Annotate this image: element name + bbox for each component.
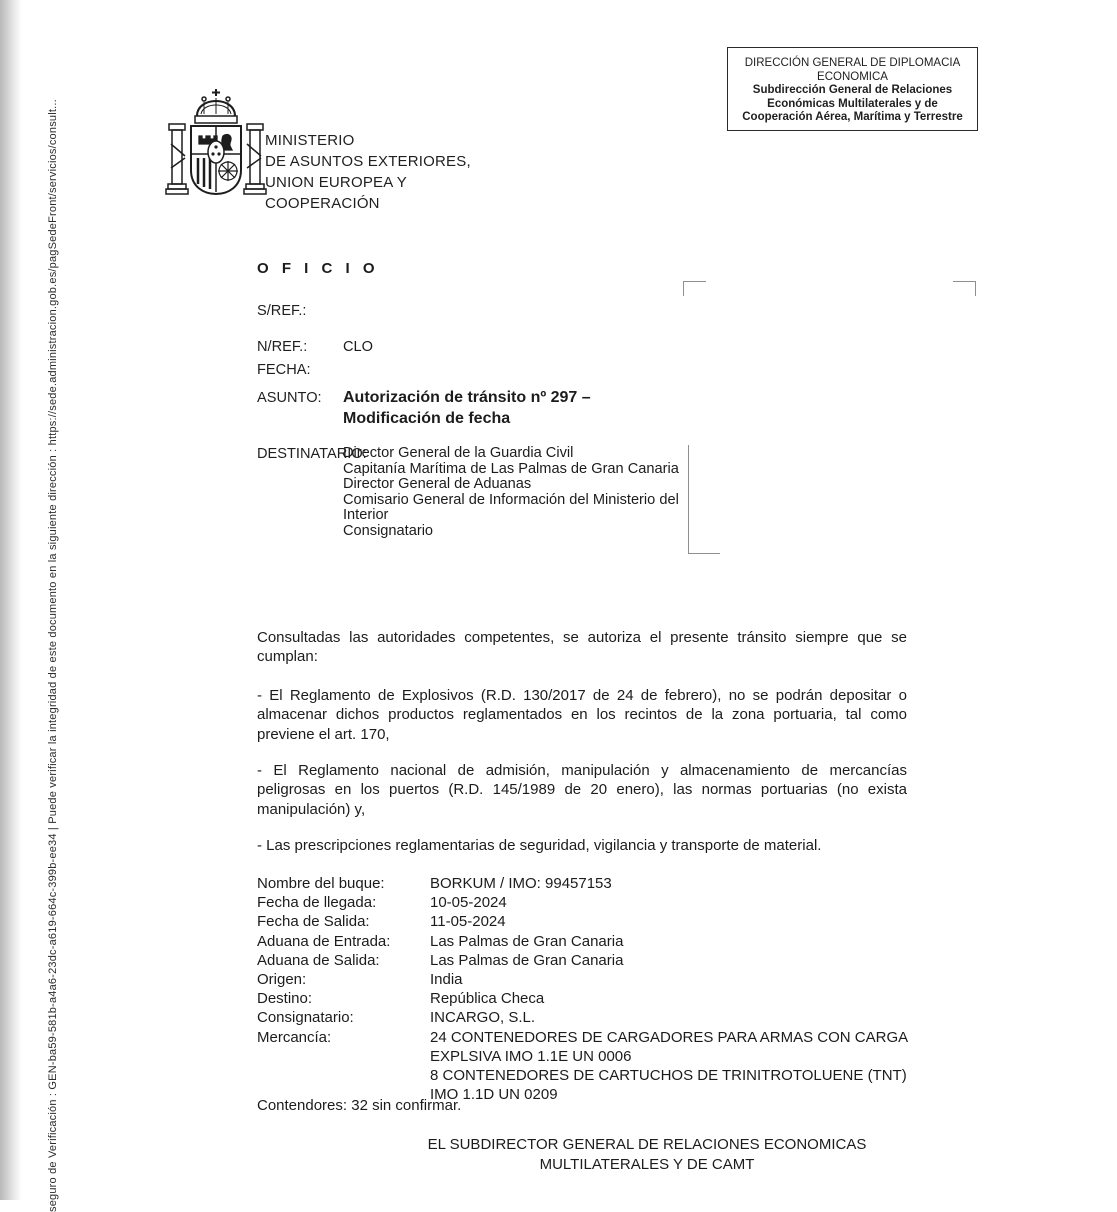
detail-label: Consignatario:: [257, 1009, 354, 1027]
page-edge-shadow: [0, 0, 22, 1200]
signature-line: MULTILATERALES Y DE CAMT: [539, 1155, 755, 1173]
asunto-line: Modificación de fecha: [343, 409, 511, 427]
verification-code-sidebar-text: seguro de Verificación : GEN-ba59-581b-a4a6-23dc-a619-664c-399b-ee34 | Puede verificar la integridad de este documento en la siguiente dirección : https://sede.administracion.gob.es/pagSedeFront/servicios/consult...: [47, 99, 59, 1212]
shipment-details: [257, 874, 947, 1104]
detail-row: [257, 932, 947, 951]
mercancia-line: IMO 1.1D UN 0209: [430, 1086, 558, 1104]
detail-value: Las Palmas de Gran Canaria: [430, 932, 624, 950]
ministry-line: UNION EUROPEA Y: [265, 174, 407, 191]
detail-label: Destino:: [257, 990, 313, 1008]
spain-coat-of-arms-icon: [163, 84, 269, 206]
ministry-line: COOPERACIÓN: [265, 195, 380, 212]
window-mark-top-right: [953, 281, 976, 296]
detail-label: Fecha de Salida:: [257, 913, 370, 931]
body-paragraph-intro: Consultadas las autoridades competentes, se autoriza el presente tránsito siempre que se cumplan:: [257, 629, 907, 666]
department-line: DIRECCIÓN GENERAL DE DIPLOMACIA: [744, 57, 961, 69]
department-line: ECONOMICA: [817, 70, 888, 83]
subdepartment-line: Económicas Multilaterales y de: [767, 97, 938, 110]
detail-row: [257, 989, 947, 1008]
detail-row: [257, 893, 947, 912]
nref-value: CLO: [343, 339, 374, 355]
detail-value: 11-05-2024: [430, 913, 506, 931]
window-mark-destinatario: [688, 445, 720, 554]
detail-label: Origen:: [257, 971, 307, 989]
signature-block: [322, 1135, 972, 1174]
document-type-title: O F I C I O: [257, 260, 380, 277]
body-paragraph-bullet2: - El Reglamento nacional de admisión, manipulación y almacenamiento de mercancías peligrosas en los puertos (R.D. 145/1989 de 20 enero), las normas portuarias (no exista manipulación) y,: [257, 762, 907, 818]
destinatario-item: Consignatario: [343, 522, 434, 539]
detail-value: Las Palmas de Gran Canaria: [430, 951, 624, 969]
detail-row: [257, 970, 947, 989]
containers-count-line: Contendores: 32 sin confirmar.: [257, 1097, 462, 1114]
subdepartment-line: Cooperación Aérea, Marítima y Terrestre: [742, 111, 963, 124]
asunto-value: [343, 388, 673, 429]
detail-label: Fecha de llegada:: [257, 894, 377, 912]
mercancia-value: [430, 1028, 947, 1105]
detail-label: Aduana de Salida:: [257, 951, 380, 969]
detail-row: [257, 912, 947, 931]
ministry-line: DE ASUNTOS EXTERIORES,: [265, 153, 471, 170]
ministry-line: MINISTERIO: [265, 132, 355, 149]
detail-value: India: [430, 971, 463, 989]
detail-label: Aduana de Entrada:: [257, 932, 391, 950]
destinatario-item: Comisario General de Información del Ministerio del Interior: [343, 491, 679, 524]
detail-label: Nombre del buque:: [257, 875, 385, 892]
destinatario-item: Director General de la Guardia Civil: [343, 445, 574, 461]
ministry-name-block: [265, 130, 471, 214]
mercancia-line: EXPLSIVA IMO 1.1E UN 0006: [430, 1047, 632, 1065]
asunto-line: Autorización de tránsito nº 297 –: [343, 389, 591, 406]
detail-value: República Checa: [430, 990, 545, 1008]
detail-label: Mercancía:: [257, 1028, 332, 1046]
detail-row: [257, 874, 947, 893]
department-box: [727, 47, 978, 131]
destinatario-item: Capitanía Marítima de Las Palmas de Gran Canaria: [343, 460, 679, 477]
body-paragraph-bullet3: - Las prescripciones reglamentarias de seguridad, vigilancia y transporte de material.: [257, 837, 822, 854]
mercancia-line: 8 CONTENEDORES DE CARTUCHOS DE TRINITROTOLUENE (TNT): [430, 1067, 907, 1085]
subdepartment-line: Subdirección General de Relaciones: [752, 84, 953, 97]
detail-row: [257, 1008, 947, 1027]
detail-value: 10-05-2024: [430, 894, 507, 912]
mercancia-line: 24 CONTENEDORES DE CARGADORES PARA ARMAS CON CARGA: [430, 1028, 909, 1046]
window-mark-top-left: [683, 281, 706, 296]
nref-label: N/REF.:: [257, 339, 308, 355]
detail-value: BORKUM / IMO: 99457153: [430, 875, 612, 892]
body-paragraph-bullet1: - El Reglamento de Explosivos (R.D. 130/2017 de 24 de febrero), no se podrán depositar o almacenar dichos productos reglamentados en los recintos de la zona portuaria, tal como previene el art. 170,: [257, 687, 907, 743]
sref-label: S/REF.:: [257, 303, 307, 319]
destinatario-list: [343, 446, 688, 540]
detail-value: INCARGO, S.L.: [430, 1009, 536, 1027]
detail-row: [257, 951, 947, 970]
detail-row-mercancia: [257, 1028, 947, 1105]
signature-line: EL SUBDIRECTOR GENERAL DE RELACIONES ECONOMICAS: [427, 1136, 867, 1153]
destinatario-label: DESTINATARIO:: [257, 446, 367, 462]
destinatario-item: Director General de Aduanas: [343, 476, 532, 493]
fecha-label: FECHA:: [257, 362, 311, 378]
asunto-label: ASUNTO:: [257, 390, 322, 406]
